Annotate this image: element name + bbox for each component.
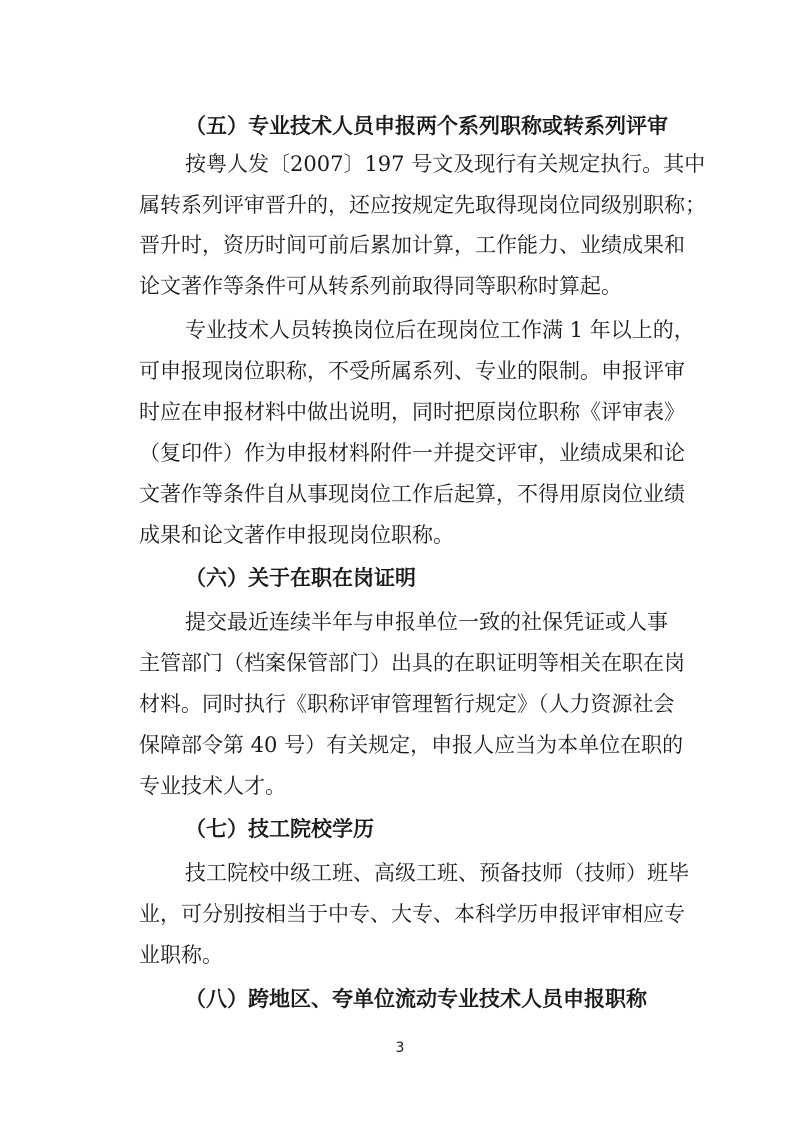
paragraph-line: 专业技术人员转换岗位后在现岗位工作满 1 年以上的， xyxy=(185,318,695,342)
section-heading-8: （八）跨地区、夸单位流动专业技术人员申报职称 xyxy=(185,986,647,1011)
paragraph-line: 材料。同时执行《职称评审管理暂行规定》（人力资源社会 xyxy=(139,692,675,716)
paragraph-line: 业，可分别按相当于中专、大专、本科学历申报评审相应专 xyxy=(139,902,685,926)
paragraph-line: 论文著作等条件可从转系列前取得同等职称时算起。 xyxy=(139,274,622,298)
section-heading-6: （六）关于在职在岗证明 xyxy=(185,565,416,590)
paragraph-line: 时应在申报材料中做出说明，同时把原岗位职称《评审表》 xyxy=(139,400,685,424)
paragraph-line: 晋升时，资历时间可前后累加计算，工作能力、业绩成果和 xyxy=(139,233,685,257)
paragraph-line: 技工院校中级工班、高级工班、预备技师（技师）班毕 xyxy=(185,861,689,885)
paragraph-line: 提交最近连续半年与申报单位一致的社保凭证或人事 xyxy=(185,610,668,634)
paragraph-line: （复印件）作为申报材料附件一并提交评审，业绩成果和论 xyxy=(139,441,685,465)
paragraph-line: 文著作等条件自从事现岗位工作后起算，不得用原岗位业绩 xyxy=(139,482,685,506)
paragraph-line: 属转系列评审晋升的，还应按规定先取得现岗位同级别职称； xyxy=(139,193,706,217)
paragraph-line: 按粤人发〔2007〕197 号文及现行有关规定执行。其中 xyxy=(185,152,706,176)
paragraph-line: 业职称。 xyxy=(139,943,223,967)
paragraph-line: 主管部门（档案保管部门）出具的在职证明等相关在职在岗 xyxy=(139,651,685,675)
paragraph-line: 成果和论文著作申报现岗位职称。 xyxy=(139,523,454,547)
page-number: 3 xyxy=(395,1040,405,1056)
section-heading-7: （七）技工院校学历 xyxy=(185,816,374,841)
section-heading-5: （五）专业技术人员申报两个系列职称或转系列评审 xyxy=(185,113,668,138)
paragraph-line: 专业技术人才。 xyxy=(139,774,286,798)
paragraph-line: 可申报现岗位职称，不受所属系列、专业的限制。申报评审 xyxy=(139,359,685,383)
paragraph-line: 保障部令第 40 号）有关规定，申报人应当为本单位在职的 xyxy=(139,733,684,757)
